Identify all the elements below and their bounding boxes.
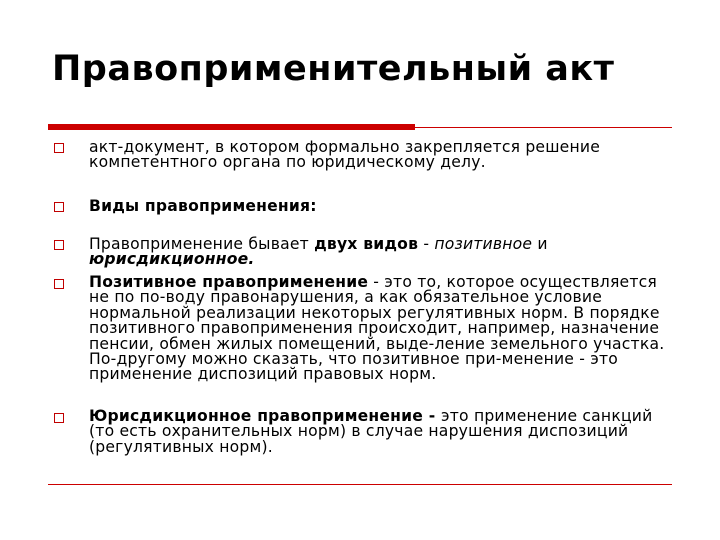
- bold-run: Юрисдикционное правоприменение: [89, 407, 424, 425]
- square-bullet-icon: [54, 279, 64, 289]
- paragraph-two-types: [89, 237, 669, 268]
- square-bullet-icon: [54, 202, 64, 212]
- text-run: -: [418, 235, 435, 253]
- bold-italic-run: юрисдикционное.: [89, 250, 255, 269]
- italic-run: позитивное: [434, 235, 533, 253]
- bold-run: Позитивное правоприменение: [89, 273, 369, 291]
- types-heading-text: Виды правоприменения:: [89, 197, 317, 215]
- square-bullet-icon: [54, 143, 64, 153]
- title-divider-accent-bar: [48, 124, 415, 130]
- bottom-divider-line: [48, 484, 672, 485]
- text-run: это применение санкций (то есть охранительных норм) в случае нарушения диспозиций (регулятивных норм).: [89, 407, 653, 456]
- paragraph-definition: акт-документ, в котором формально закрепляется решение компетентного органа по юридическому делу.: [89, 138, 601, 172]
- square-bullet-icon: [54, 240, 64, 250]
- paragraph-types-heading: [89, 199, 669, 214]
- text-run: Правоприменение бывает: [89, 235, 315, 253]
- text-run: - это то, которое осуществляется не по по-воду правонарушения, а как обязательное условие нормальной реализации некоторых регулятивных норм. В порядке позитивного правоприменения происходит, например, назначение пенсии, обмен жилых помещений, выде-ление земельного участка. По-другому можно сказать, что позитивное при-менение - это применение диспозиций правовых норм.: [89, 273, 665, 384]
- bold-run: -: [423, 407, 441, 425]
- text-run: и: [532, 235, 548, 253]
- square-bullet-icon: [54, 413, 64, 423]
- paragraph-jurisdictional: [89, 409, 669, 455]
- slide-title: Правоприменительный акт: [52, 49, 615, 89]
- paragraph-positive: [89, 275, 669, 383]
- bold-run: двух видов: [314, 235, 419, 253]
